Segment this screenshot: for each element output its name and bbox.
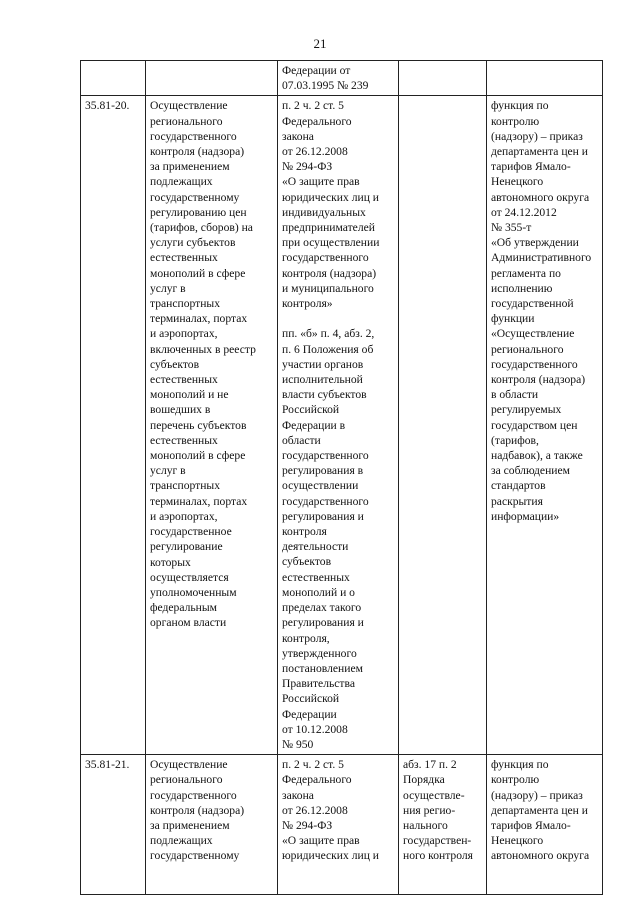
cell-line: (тарифов, [491,433,539,447]
cell-line: и аэропортах, [150,327,218,341]
cell-line: естественных [150,433,218,447]
cell-line: функции [491,312,535,326]
table-row [81,61,603,96]
cell-procedure [399,61,487,96]
cell-line: Федерального [282,773,352,787]
cell-line: функция по [491,99,549,113]
cell-line: за применением [150,818,230,832]
cell-line: от 26.12.2008 [282,145,348,159]
cell-line: государственного [150,129,237,143]
cell-name [146,755,278,895]
cell-line: нального [403,818,448,832]
cell-line: монополий в сфере [150,266,246,280]
cell-procedure [399,96,487,755]
cell-line: надбавок), а также [491,449,583,463]
cell-line: перечень субъектов [150,418,247,432]
cell-line: регламента по [491,266,561,280]
cell-line: Федерации в [282,418,346,432]
cell-line: при осуществлении [282,236,380,250]
cell-line: Российской [282,692,340,706]
cell-line: утвержденного [282,646,357,660]
cell-line: Правительства [282,677,355,691]
cell-num [81,755,146,895]
cell-line: включенных в реестр [150,342,256,356]
cell-line: (надзору) – приказ [491,788,583,802]
cell-line: услуг в [150,281,186,295]
cell-line: государственному [150,190,240,204]
cell-line: регулируемых [491,403,562,417]
cell-line: естественных [150,373,218,387]
table-row [81,96,603,755]
cell-line: участии органов [282,357,364,371]
cell-num [81,61,146,96]
cell-line: раскрытия [491,494,543,508]
cell-line: регулирование [150,540,223,554]
cell-line: монополий и о [282,585,355,599]
cell-line: Осуществление [150,758,228,772]
cell-line: власти субъектов [282,388,367,402]
cell-line: транспортных [150,297,221,311]
cell-line: закона [282,788,314,802]
cell-line: регионального [150,114,223,128]
cell-line: пределах такого [282,601,362,615]
cell-line: транспортных [150,479,221,493]
cell-line: Порядка [403,773,445,787]
cell-line: осуществлении [282,479,359,493]
cell-line: тарифов Ямало- [491,160,571,174]
cell-act [487,755,603,895]
cell-line: естественных [150,251,218,265]
cell-line: государствен- [403,834,472,848]
cell-line: федеральным [150,601,217,615]
cell-line: государственное [150,525,232,539]
cell-line: в области [491,388,539,402]
cell-line: Ненецкого [491,175,544,189]
cell-line: регулированию цен [150,205,247,219]
cell-line: государственного [282,251,369,265]
cell-line: вошедших в [150,403,211,417]
cell-line: Осуществление [150,99,228,113]
cell-line: подлежащих [150,834,213,848]
cell-line: государственного [282,449,369,463]
cell-line: автономного округа [491,190,590,204]
cell-line: Федерации от [282,64,351,77]
cell-line: № 294-ФЗ [282,818,333,832]
cell-line: и аэропортах, [150,509,218,523]
cell-line: подлежащих [150,175,213,189]
cell-line: субъектов [150,357,200,371]
cell-line: контроля (надзора) [491,373,586,387]
cell-line: монополий в сфере [150,449,246,463]
cell-line: тарифов Ямало- [491,818,571,832]
cell-line: стандартов [491,479,546,493]
cell-line: (тарифов, сборов) на [150,221,253,235]
cell-line: осуществляется [150,570,229,584]
cell-line: которых [150,555,191,569]
page-number: 21 [313,36,327,51]
cell-line: предпринимателей [282,221,375,235]
cell-line: контроля» [282,297,333,311]
cell-line: постановлением [282,661,363,675]
cell-line: за применением [150,160,230,174]
table-row [81,755,603,895]
cell-line: п. 2 ч. 2 ст. 5 [282,758,344,772]
cell-line: п. 6 Положения об [282,342,374,356]
cell-line: государственного [282,494,369,508]
cell-line: органом власти [150,616,227,630]
cell-line: № 294-ФЗ [282,160,333,174]
cell-line: от 10.12.2008 [282,722,348,736]
cell-line: юридических лиц и [282,849,380,863]
cell-line: монополий и не [150,388,229,402]
cell-line: контролю [491,114,540,128]
cell-line: департамента цен и [491,803,588,817]
cell-line: (надзору) – приказ [491,129,583,143]
cell-line: исполнительной [282,373,363,387]
cell-act [487,96,603,755]
cell-line: индивидуальных [282,205,366,219]
cell-line: регионального [150,773,223,787]
cell-line: контроля [282,525,327,539]
cell-line: «Об утверждении [491,236,579,250]
cell-line: услуг в [150,464,186,478]
cell-line: от 26.12.2008 [282,803,348,817]
cell-line: юридических лиц и [282,190,380,204]
cell-line: контролю [491,773,540,787]
cell-line: «О защите прав [282,834,360,848]
cell-line: ния регио- [403,803,456,817]
cell-line: 07.03.1995 № 239 [282,79,369,93]
cell-line: субъектов [282,555,332,569]
cell-line: пп. «б» п. 4, абз. 2, [282,327,375,341]
cell-line: «О защите прав [282,175,360,189]
cell-line: регулирования и [282,509,364,523]
cell-line: государственному [150,849,240,863]
cell-name [146,61,278,96]
cell-line: контроля (надзора) [150,145,245,159]
cell-line: государством цен [491,418,578,432]
cell-line: Федерации [282,707,337,721]
cell-line: регулирования в [282,464,364,478]
cell-line: ного контроля [403,849,473,863]
cell-line: Ненецкого [491,834,544,848]
cell-line: исполнению [491,281,553,295]
cell-text: 35.81-21. [85,758,130,772]
cell-line: терминалах, портах [150,494,248,508]
cell-line: автономного округа [491,849,590,863]
cell-law [278,96,399,755]
cell-line: регионального [491,342,564,356]
cell-line: Российской [282,403,340,417]
cell-line: области [282,433,321,447]
cell-line: услуги субъектов [150,236,236,250]
cell-line: регулирования и [282,616,364,630]
cell-line: терминалах, портах [150,312,248,326]
cell-line: контроля, [282,631,330,645]
cell-line: и муниципального [282,281,374,295]
cell-line: информации» [491,509,560,523]
cell-line: государственного [491,357,578,371]
cell-line: абз. 17 п. 2 [403,758,457,772]
cell-line: департамента цен и [491,145,588,159]
cell-line: контроля (надзора) [282,266,377,280]
cell-procedure [399,755,487,895]
cell-text: 35.81-20. [85,99,130,113]
cell-law [278,61,399,96]
cell-line: деятельности [282,540,349,554]
cell-line: Административного [491,251,592,265]
cell-line: государственного [150,788,237,802]
cell-line: осуществле- [403,788,465,802]
cell-line: уполномоченным [150,585,237,599]
cell-line: государственной [491,297,574,311]
cell-num [81,96,146,755]
cell-line: от 24.12.2012 [491,205,557,219]
cell-name [146,96,278,755]
cell-line: естественных [282,570,350,584]
cell-line: контроля (надзора) [150,803,245,817]
cell-line: п. 2 ч. 2 ст. 5 [282,99,344,113]
cell-act [487,61,603,96]
cell-line: функция по [491,758,549,772]
cell-line: закона [282,129,314,143]
cell-line: «Осуществление [491,327,575,341]
cell-line: № 950 [282,737,314,751]
regulation-table [80,60,603,895]
cell-law [278,755,399,895]
cell-line: № 355-т [491,221,532,235]
cell-line: за соблюдением [491,464,570,478]
cell-line: Федерального [282,114,352,128]
cell-line [282,311,394,326]
